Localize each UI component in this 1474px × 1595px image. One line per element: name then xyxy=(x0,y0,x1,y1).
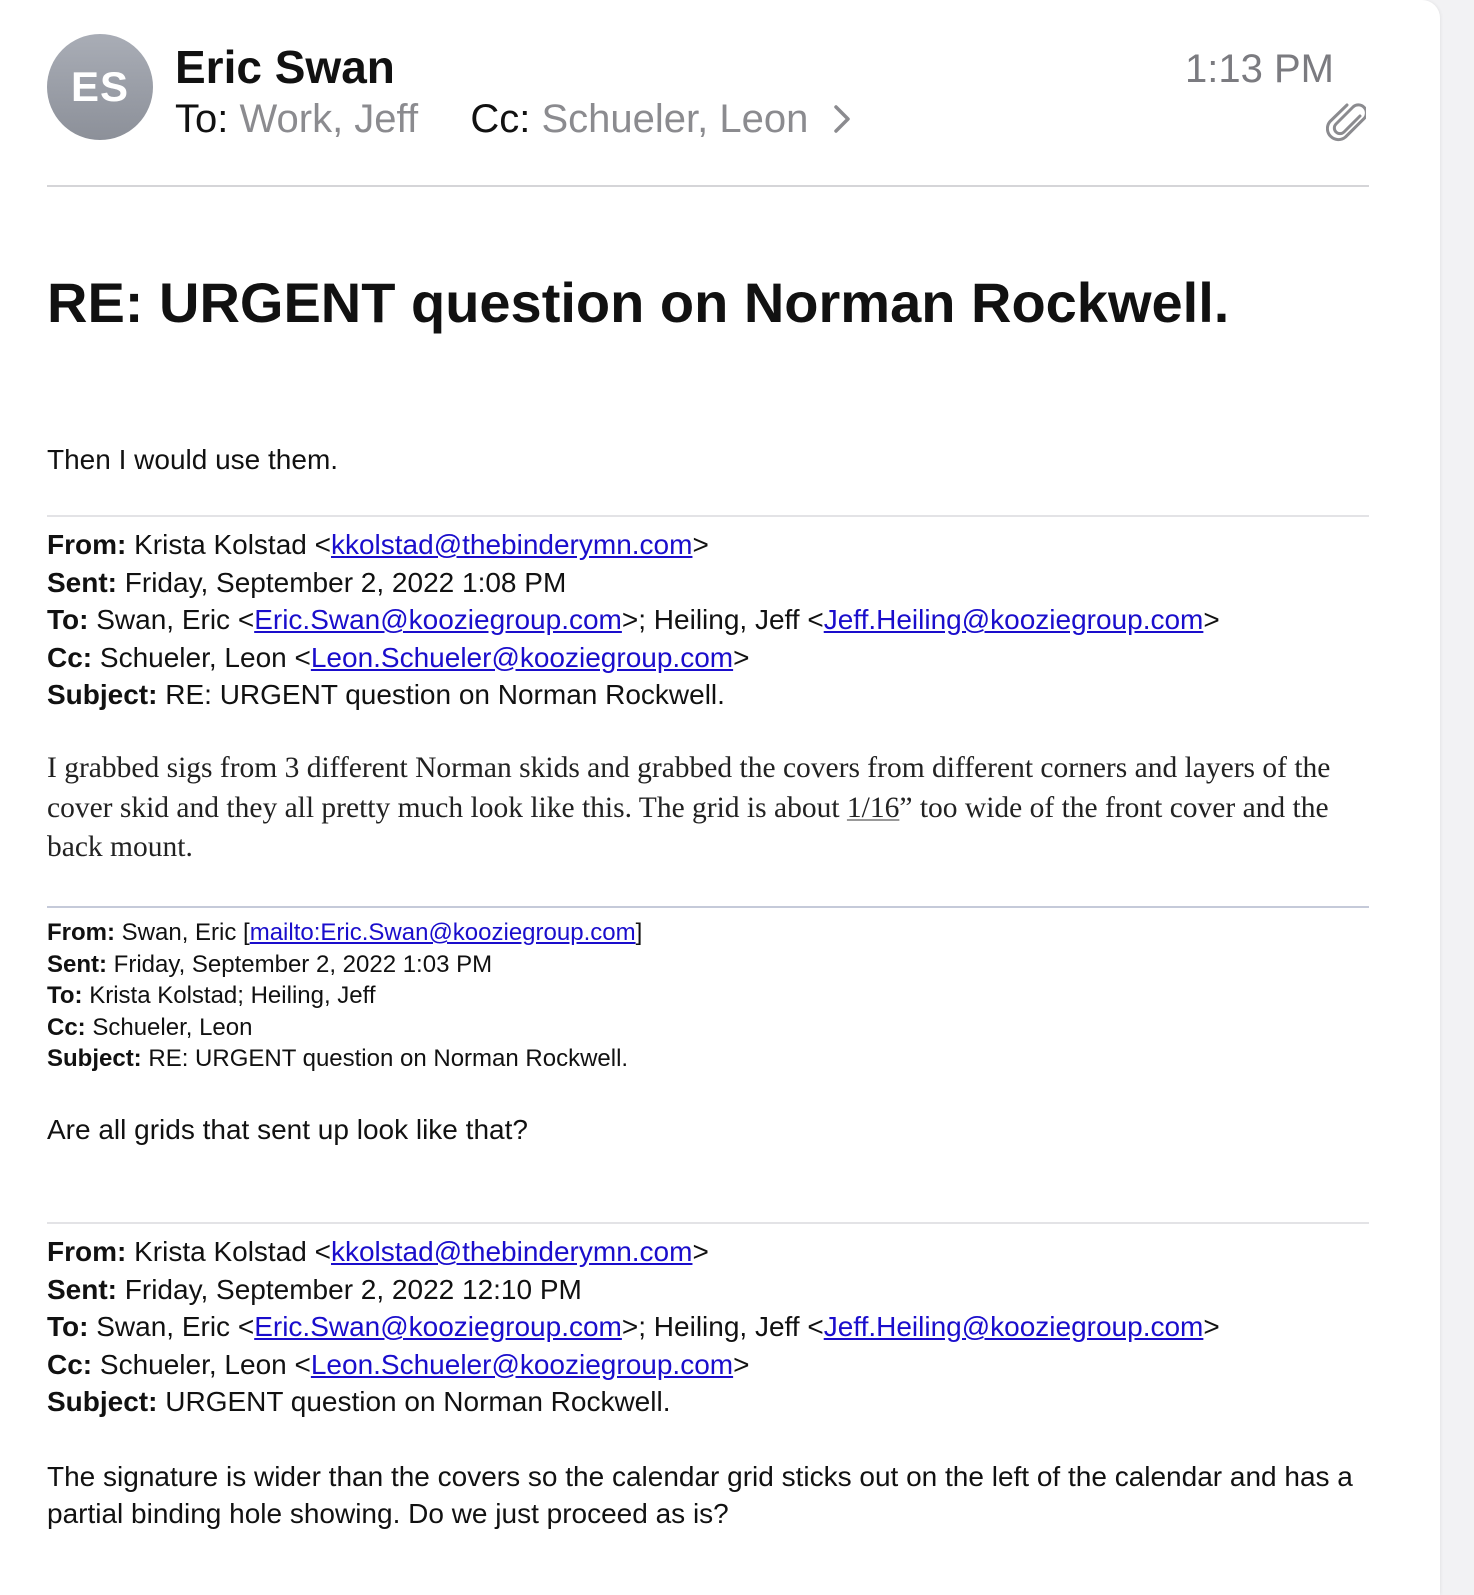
cc-line: Cc: Schueler, Leon xyxy=(47,1013,253,1041)
header-divider xyxy=(47,185,1369,187)
reply-body: Then I would use them. xyxy=(47,444,339,475)
to-recipients[interactable]: Work, Jeff xyxy=(239,97,419,141)
subject-line: Subject: RE: URGENT question on Norman Rockwell. xyxy=(47,1045,629,1072)
from-line: From: Swan, Eric [mailto:Eric.Swan@kooziegroup.com] xyxy=(47,919,643,946)
paperclip-icon[interactable] xyxy=(1326,100,1366,147)
quoted-body-2: Are all grids that sent up look like that? xyxy=(47,1114,528,1145)
quote-divider xyxy=(47,515,1369,517)
to-line: To: Krista Kolstad; Heiling, Jeff xyxy=(47,982,376,1009)
quoted-header-3 xyxy=(47,1233,1220,1421)
email-link[interactable]: kkolstad@thebinderymn.com xyxy=(330,529,693,560)
cc-label: Cc: xyxy=(470,97,531,141)
email-link[interactable]: Jeff.Heiling@kooziegroup.com xyxy=(823,1311,1204,1342)
to-line: To: Swan, Eric <Eric.Swan@kooziegroup.com>; Heiling, Jeff <Jeff.Heiling@kooziegroup.com> xyxy=(47,1311,1220,1342)
email-link[interactable]: Leon.Schueler@kooziegroup.com xyxy=(310,641,734,673)
message-time: 1:13 PM xyxy=(1185,47,1334,91)
email-link[interactable]: Leon.Schueler@kooziegroup.com xyxy=(310,1348,734,1380)
sent-line: Sent: Friday, September 2, 2022 1:08 PM xyxy=(47,566,567,598)
cc-recipients[interactable]: Schueler, Leon xyxy=(541,97,809,141)
quoted-body-1: I grabbed sigs from 3 different Norman skids and grabbed the covers from different corners and layers of the cover skid and they all pretty much look like this. The grid is about 1/16” too wide of the front cover and the back mount. xyxy=(47,752,1331,863)
quoted-header-2 xyxy=(47,917,642,1075)
from-line: From: Krista Kolstad <kkolstad@thebinderymn.com> xyxy=(47,529,709,560)
sent-line: Sent: Friday, September 2, 2022 12:10 PM xyxy=(47,1273,582,1305)
email-subject: RE: URGENT question on Norman Rockwell. xyxy=(47,271,1230,334)
recipients-line[interactable] xyxy=(175,97,851,144)
cc-line: Cc: Schueler, Leon <Leon.Schueler@kooziegroup.com> xyxy=(47,641,750,673)
email-link[interactable]: Eric.Swan@kooziegroup.com xyxy=(254,1311,622,1342)
email-link[interactable]: Eric.Swan@kooziegroup.com xyxy=(254,604,622,635)
email-link[interactable]: mailto:Eric.Swan@kooziegroup.com xyxy=(249,919,636,946)
quoted-body-3: The signature is wider than the covers so the calendar grid sticks out on the left of the calendar and has a partial binding hole showing. Do we just proceed as is? xyxy=(47,1461,1353,1529)
quoted-header-1 xyxy=(47,526,1220,714)
subject-line: Subject: RE: URGENT question on Norman Rockwell. xyxy=(47,679,725,710)
avatar[interactable]: ES xyxy=(47,34,153,140)
sent-line: Sent: Friday, September 2, 2022 1:03 PM xyxy=(47,950,493,978)
cc-line: Cc: Schueler, Leon <Leon.Schueler@kooziegroup.com> xyxy=(47,1348,750,1380)
to-label: To: xyxy=(175,97,229,141)
sender-name[interactable]: Eric Swan xyxy=(175,41,395,93)
quote-divider xyxy=(47,906,1369,908)
quote-divider xyxy=(47,1222,1369,1224)
subject-line: Subject: URGENT question on Norman Rockwell. xyxy=(47,1386,671,1417)
to-line: To: Swan, Eric <Eric.Swan@kooziegroup.com>; Heiling, Jeff <Jeff.Heiling@kooziegroup.com> xyxy=(47,604,1220,635)
from-line: From: Krista Kolstad <kkolstad@thebinderymn.com> xyxy=(47,1236,709,1267)
chevron-right-icon[interactable] xyxy=(833,99,851,144)
email-link[interactable]: Jeff.Heiling@kooziegroup.com xyxy=(823,604,1204,635)
email-link[interactable]: kkolstad@thebinderymn.com xyxy=(330,1236,693,1267)
